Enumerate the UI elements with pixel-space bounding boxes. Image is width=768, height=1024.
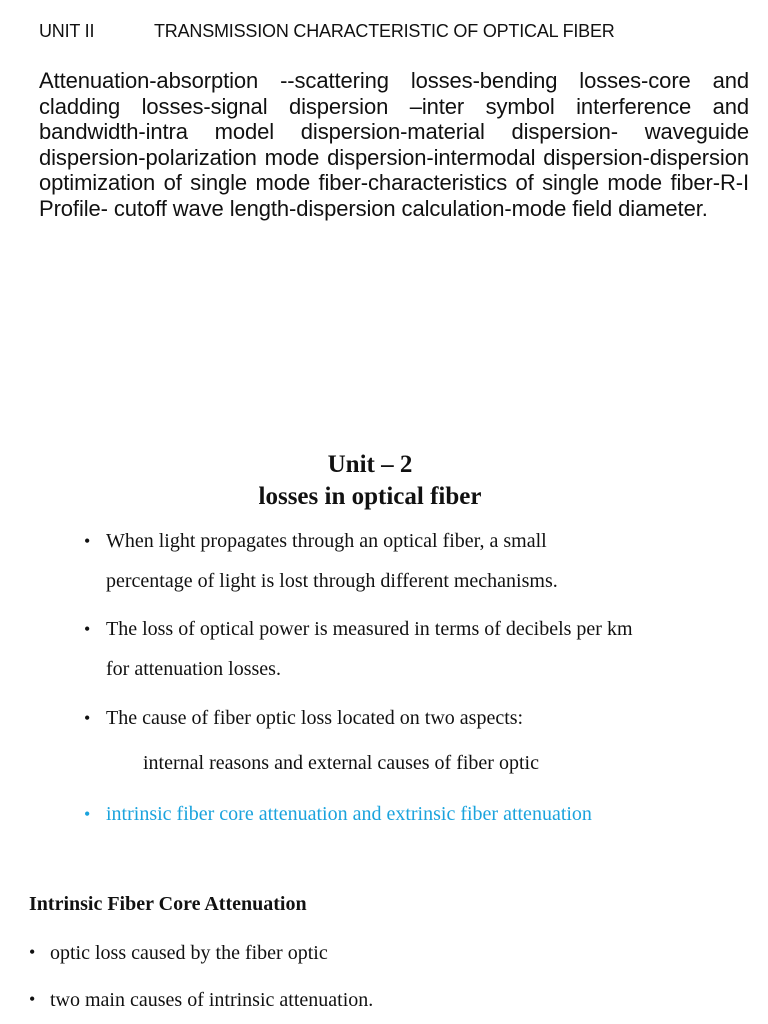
bullet-glyph: • (84, 619, 91, 639)
bullet-glyph: • (84, 531, 91, 551)
list-item-line: The loss of optical power is measured in terms of decibels per km (106, 618, 633, 640)
intrinsic-heading: Intrinsic Fiber Core Attenuation (29, 893, 307, 915)
bullet-glyph: • (29, 942, 36, 962)
unit-code: UNIT II (39, 21, 95, 41)
section-title: losses in optical fiber (258, 483, 482, 510)
list-item-line: two main causes of intrinsic attenuation. (50, 989, 374, 1011)
list-item (84, 698, 524, 738)
list-item-line: for attenuation losses. (106, 658, 281, 680)
bullet-glyph: • (84, 804, 91, 824)
list-item-line: optic loss caused by the fiber optic (50, 942, 328, 964)
bullet-glyph: • (84, 708, 91, 728)
list-item (84, 521, 558, 601)
list-item-line: percentage of light is lost through different mechanisms. (106, 570, 558, 592)
section-heading (0, 449, 740, 513)
list-item (29, 989, 374, 1012)
indented-text: internal reasons and external causes of fiber optic (143, 752, 539, 774)
unit-label: Unit – 2 (327, 451, 413, 478)
bullet-glyph: • (29, 989, 36, 1009)
syllabus-topics: Attenuation-absorption --scattering losses-bending losses-core and cladding losses-signal dispersion –inter symbol interference and bandwidth-intra model dispersion-material dispersion- waveguide dispersion-polarization mode dispersion-intermodal dispersion-dispersion optimization of single mode fiber-characteristics of single mode fiber-R-I Profile- cutoff wave length-dispersion calculation-mode field diameter. (39, 68, 749, 221)
list-item-line: intrinsic fiber core attenuation and extrinsic fiber attenuation (106, 803, 592, 825)
syllabus-title (39, 21, 615, 42)
list-item-line: When light propagates through an optical fiber, a small (106, 530, 547, 552)
unit-title: TRANSMISSION CHARACTERISTIC OF OPTICAL FIBER (154, 21, 615, 41)
highlighted-list-item (84, 794, 592, 834)
list-item-line: The cause of fiber optic loss located on two aspects: (106, 707, 524, 729)
list-item (29, 942, 328, 965)
list-item (84, 609, 633, 689)
